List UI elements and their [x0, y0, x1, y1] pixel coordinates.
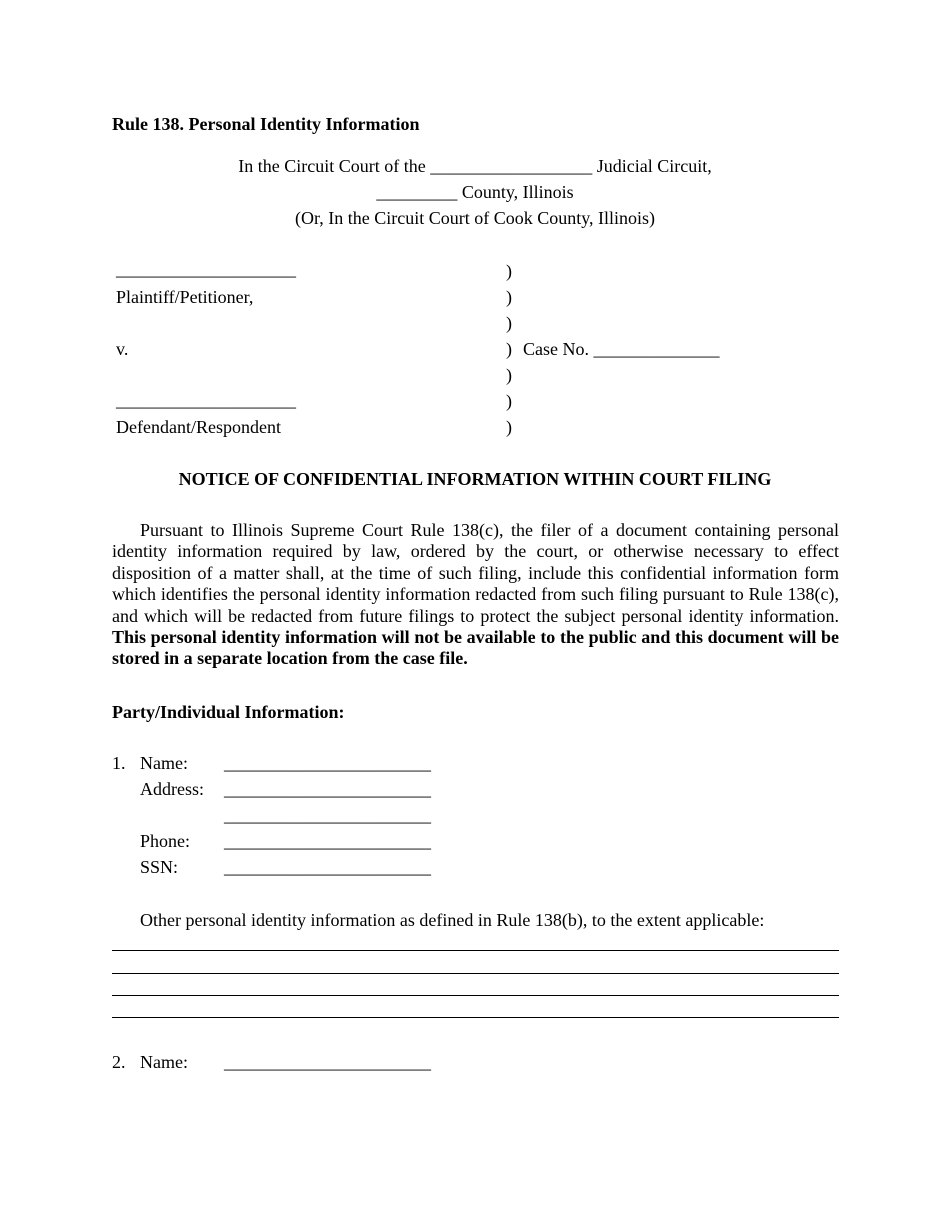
court-line-3: (Or, In the Circuit Court of Cook County, Illinois)	[294, 208, 656, 228]
party-1-address-label: Address:	[140, 779, 204, 799]
case-number-field[interactable]: Case No. ______________	[523, 339, 720, 359]
plaintiff-name-blank[interactable]: ____________________	[116, 259, 296, 279]
caption-paren: )	[506, 287, 512, 307]
court-line-2: _________ County, Illinois	[376, 182, 574, 202]
party-1-ssn-label: SSN:	[140, 857, 179, 877]
party-1-address-field-2[interactable]: _______________________	[224, 805, 431, 825]
party-1-ssn-field[interactable]: _______________________	[224, 857, 431, 877]
party-heading: Party/Individual Information:	[112, 702, 345, 722]
notice-text: Pursuant to Illinois Supreme Court Rule 138(c), the filer of a document containing personal identity information required by law, ordered by the court, or otherwise necessary to effect disposition of a matter shall, at the time of such filing, include this confidential information form which identifies the personal identity information redacted from such filing pursuant to Rule 138(c), and which will be redacted from future filings to protect the subject personal identity information.	[112, 520, 839, 626]
party-1-name-label: Name:	[140, 753, 188, 773]
other-info-line-2[interactable]	[112, 973, 839, 974]
party-2-name-field[interactable]: _______________________	[224, 1052, 431, 1072]
court-line-1: In the Circuit Court of the __________________ Judicial Circuit,	[238, 156, 712, 176]
caption-paren: )	[506, 365, 512, 385]
other-info-label: Other personal identity information as defined in Rule 138(b), to the extent applicable:	[140, 910, 765, 930]
other-info-line-3[interactable]	[112, 995, 839, 996]
party-1-phone-field[interactable]: _______________________	[224, 831, 431, 851]
caption-paren: )	[506, 339, 512, 359]
other-info-line-1[interactable]	[112, 950, 839, 951]
party-1-name-field[interactable]: _______________________	[224, 753, 431, 773]
plaintiff-label: Plaintiff/Petitioner,	[116, 287, 254, 307]
notice-bold-text: This personal identity information will not be available to the public and this document will be stored in a separate location from the case file.	[112, 627, 839, 669]
defendant-name-blank[interactable]: ____________________	[116, 390, 296, 410]
notice-title: NOTICE OF CONFIDENTIAL INFORMATION WITHIN COURT FILING	[178, 469, 772, 489]
caption-paren: )	[506, 313, 512, 333]
defendant-label: Defendant/Respondent	[116, 417, 281, 437]
party-1-number: 1.	[112, 753, 126, 773]
notice-paragraph	[112, 520, 839, 670]
rule-heading: Rule 138. Personal Identity Information	[112, 114, 420, 134]
party-1-address-field[interactable]: _______________________	[224, 779, 431, 799]
caption-paren: )	[506, 417, 512, 437]
caption-paren: )	[506, 261, 512, 281]
versus-label: v.	[116, 339, 129, 359]
caption-paren: )	[506, 391, 512, 411]
party-1-phone-label: Phone:	[140, 831, 191, 851]
party-2-name-label: Name:	[140, 1052, 188, 1072]
other-info-line-4[interactable]	[112, 1017, 839, 1018]
party-2-number: 2.	[112, 1052, 126, 1072]
